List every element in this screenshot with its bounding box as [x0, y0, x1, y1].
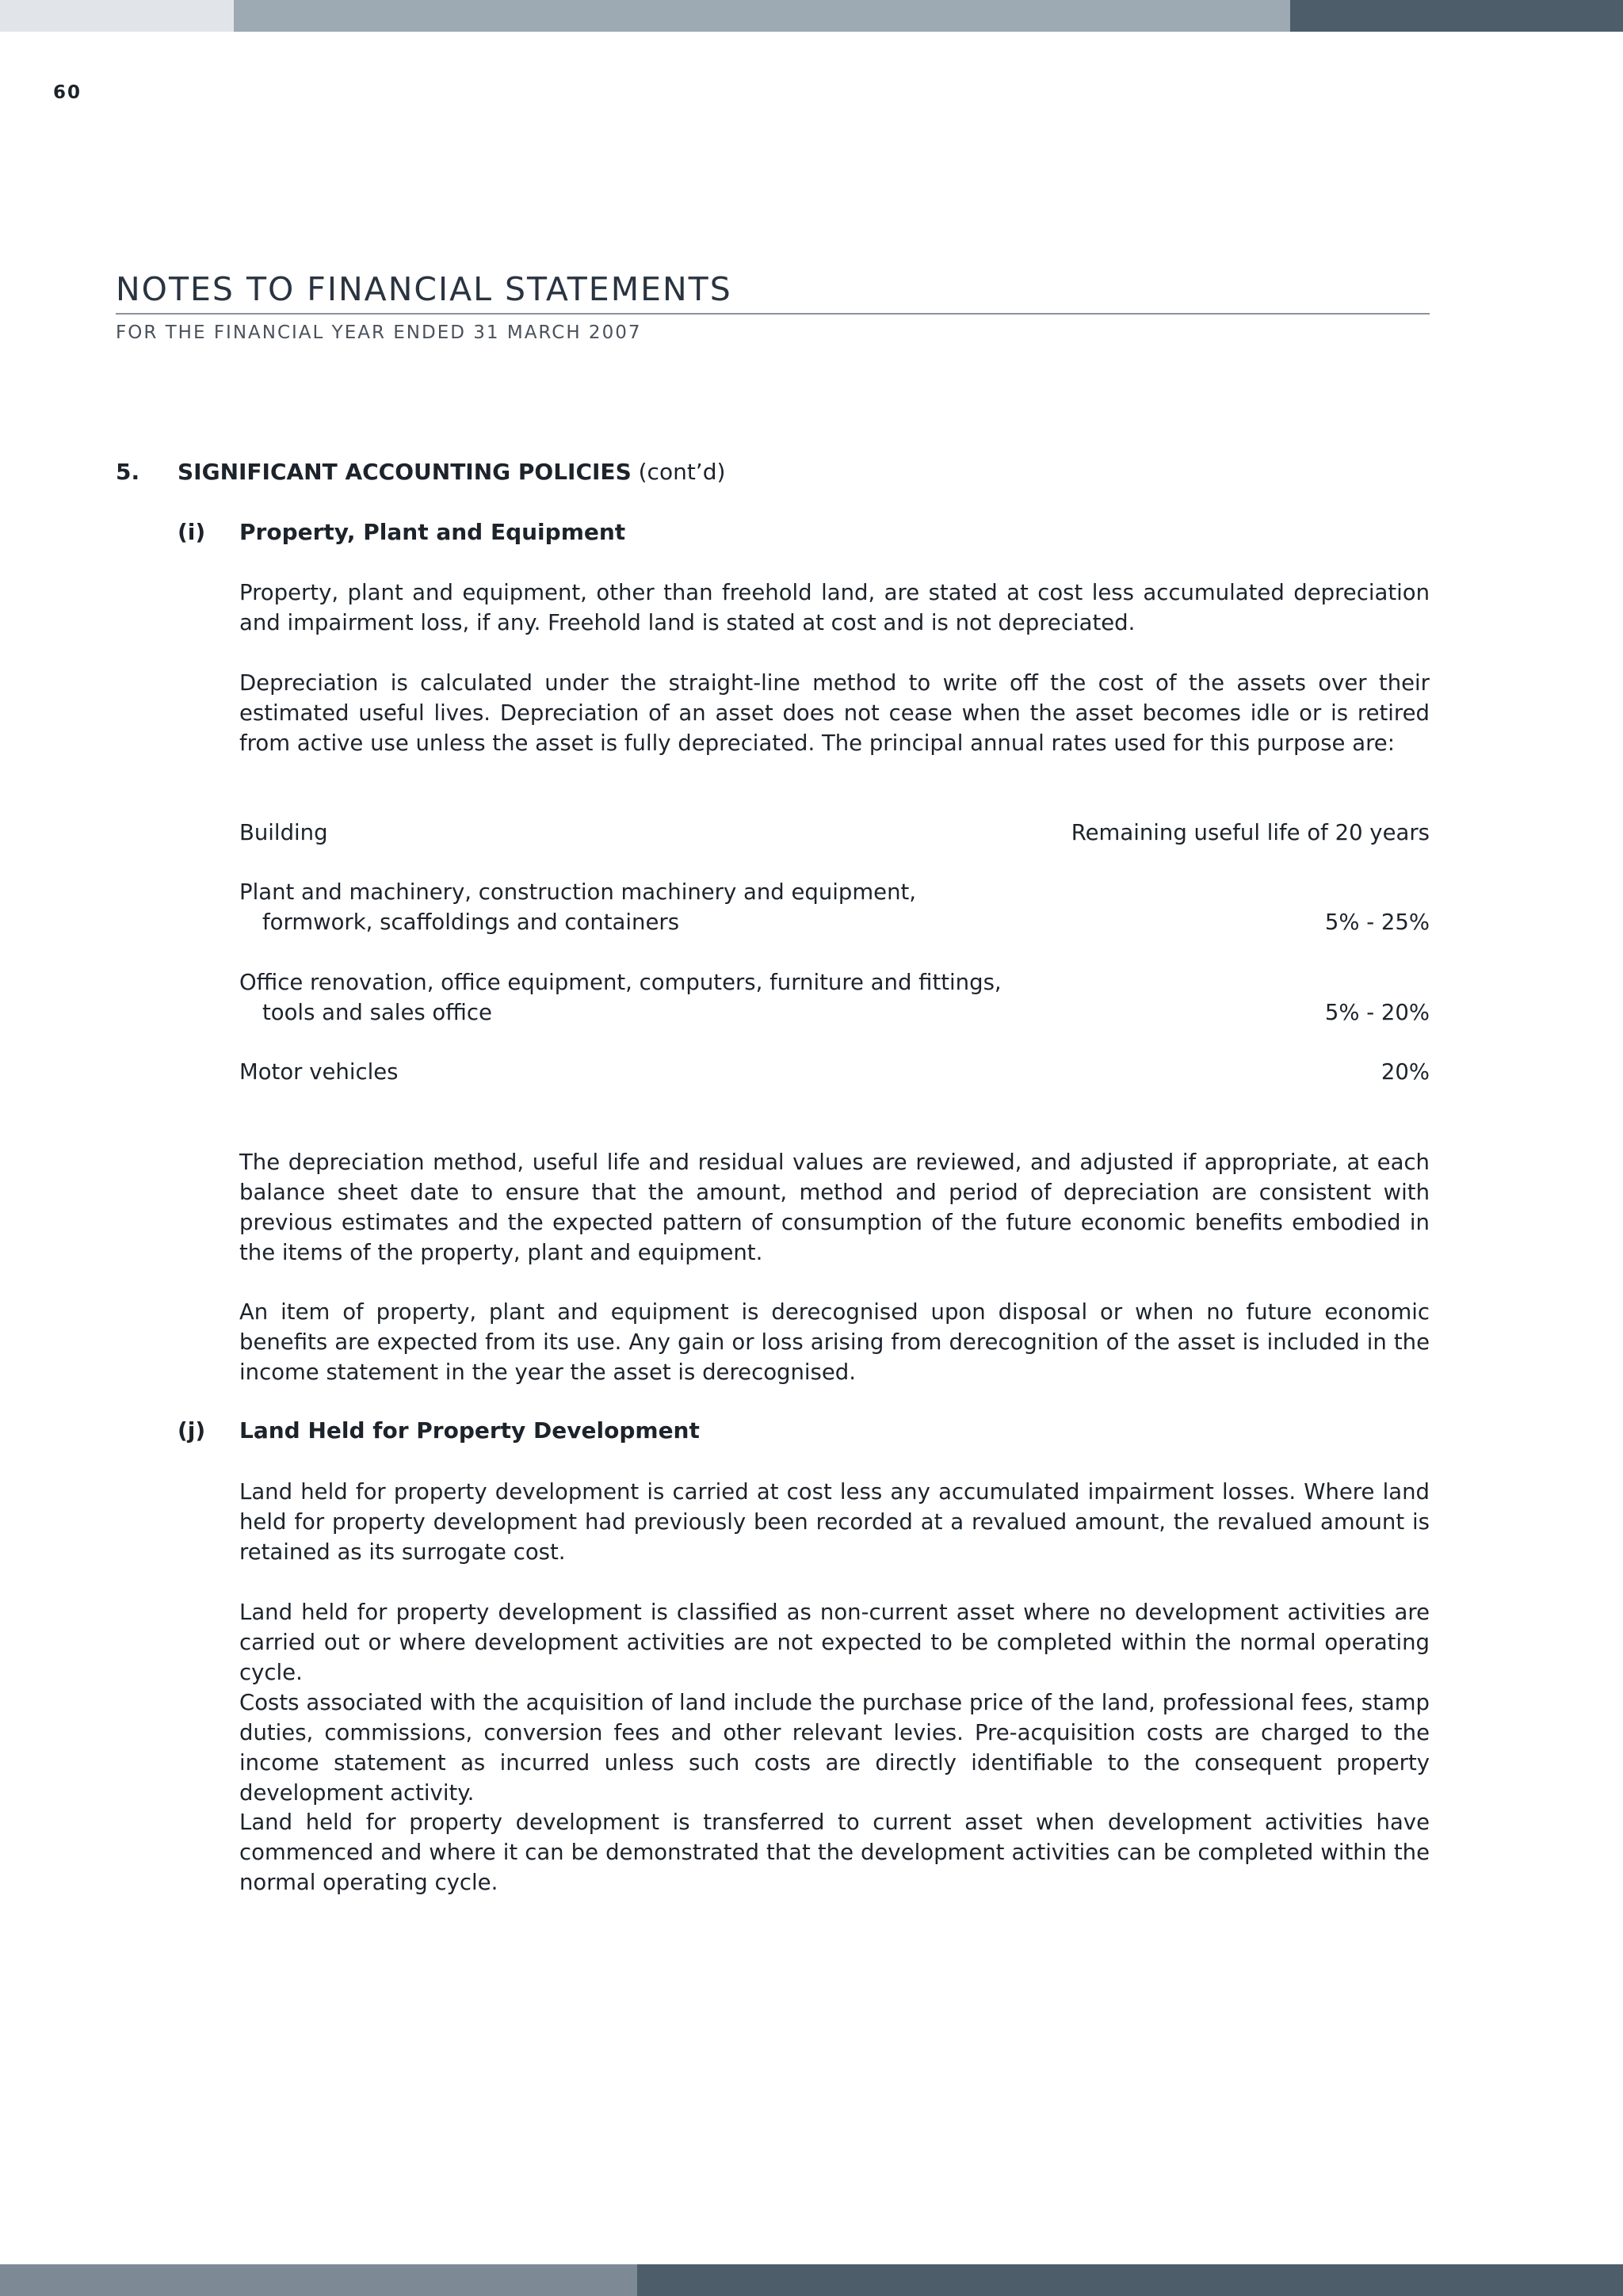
top-decor-bar-light	[0, 0, 234, 32]
rate-row-office-value: 5% - 20%	[1324, 1000, 1430, 1025]
top-decor-bar-dark	[1290, 0, 1623, 32]
rate-label-line1: Office renovation, office equipment, computers, furniture and fittings,	[239, 970, 1002, 995]
subsection-i-paragraph-4: An item of property, plant and equipment is derecognised upon disposal or when no future economic benefits are expected from its use. Any gain or loss arising from derecognition of the asset is included in the income statement in the year the asset is derecognised.	[239, 1299, 1430, 1385]
rate-row-building-label	[239, 818, 328, 848]
rate-row-motor-value: 20%	[1381, 1059, 1430, 1085]
subsection-j-paragraph-1: Land held for property development is carried at cost less any accumulated impairment losses. Where land held for property development had previously been recorded at a revalued amount, the revalued amount is retained as its surrogate cost.	[239, 1479, 1430, 1565]
subsection-j-paragraph-3: Costs associated with the acquisition of land include the purchase price of the land, professional fees, stamp duties, commissions, conversion fees and other relevant levies. Pre-acquisition costs are charged to the income statement as incurred unless such costs are directly identifiable to the consequent property development activity.	[239, 1690, 1430, 1806]
rate-row-motor-label	[239, 1057, 398, 1087]
rate-label-line1: Building	[239, 820, 328, 845]
rate-row-plant-value: 5% - 25%	[1324, 910, 1430, 935]
rate-label-line2: tools and sales office	[262, 1000, 492, 1025]
subsection-j-title: Land Held for Property Development	[239, 1417, 700, 1444]
subsection-i-title: Property, Plant and Equipment	[239, 519, 626, 545]
subsection-i-paragraph-3: The depreciation method, useful life and residual values are reviewed, and adjusted if appropriate, at each balance sheet date to ensure that the amount, method and period of depreciation are consistent with previous estimates and the expected pattern of consumption of the future economic benefits embodied in the items of the property, plant and equipment.	[239, 1150, 1430, 1265]
subsection-j-label: (j)	[178, 1417, 206, 1444]
subsection-j-paragraph-4: Land held for property development is transferred to current asset when development activities have commenced and where it can be demonstrated that the development activities can be completed within the normal operating cycle.	[239, 1810, 1430, 1895]
section-heading	[178, 459, 725, 485]
subsection-j-paragraph-2: Land held for property development is classified as non-current asset where no development activities are carried out or where development activities are not expected to be completed within the normal operating cycle.	[239, 1600, 1430, 1685]
rate-row-office-label	[239, 967, 1002, 1028]
page-number: 60	[53, 82, 82, 103]
rate-row-building-value: Remaining useful life of 20 years	[1071, 820, 1430, 845]
title-divider	[116, 313, 1430, 315]
top-decor-bar-mid	[234, 0, 1290, 32]
subsection-i-paragraph-2: Depreciation is calculated under the straight-line method to write off the cost of the assets over their estimated useful lives. Depreciation of an asset does not cease when the asset becomes idle or is retired from active use unless the asset is fully depreciated. The principal annual rates used for this purpose are:	[239, 670, 1430, 756]
document-title: NOTES TO FINANCIAL STATEMENTS	[116, 270, 732, 308]
document-subtitle: FOR THE FINANCIAL YEAR ENDED 31 MARCH 2007	[116, 322, 642, 343]
rate-row-plant-label	[239, 877, 916, 937]
rate-label-line1: Plant and machinery, construction machinery and equipment,	[239, 879, 917, 905]
section-title-suffix: (cont’d)	[631, 459, 726, 485]
rate-label-line1: Motor vehicles	[239, 1059, 399, 1085]
bottom-decor-bar-dark	[637, 2264, 1623, 2296]
bottom-decor-bar-light	[0, 2264, 637, 2296]
subsection-i-paragraph-1: Property, plant and equipment, other than freehold land, are stated at cost less accumulated depreciation and impairment loss, if any. Freehold land is stated at cost and is not depreciated.	[239, 580, 1430, 635]
subsection-i-label: (i)	[178, 519, 206, 545]
rate-label-line2: formwork, scaffoldings and containers	[262, 910, 680, 935]
section-title: SIGNIFICANT ACCOUNTING POLICIES	[178, 459, 632, 485]
section-number: 5.	[116, 459, 140, 485]
